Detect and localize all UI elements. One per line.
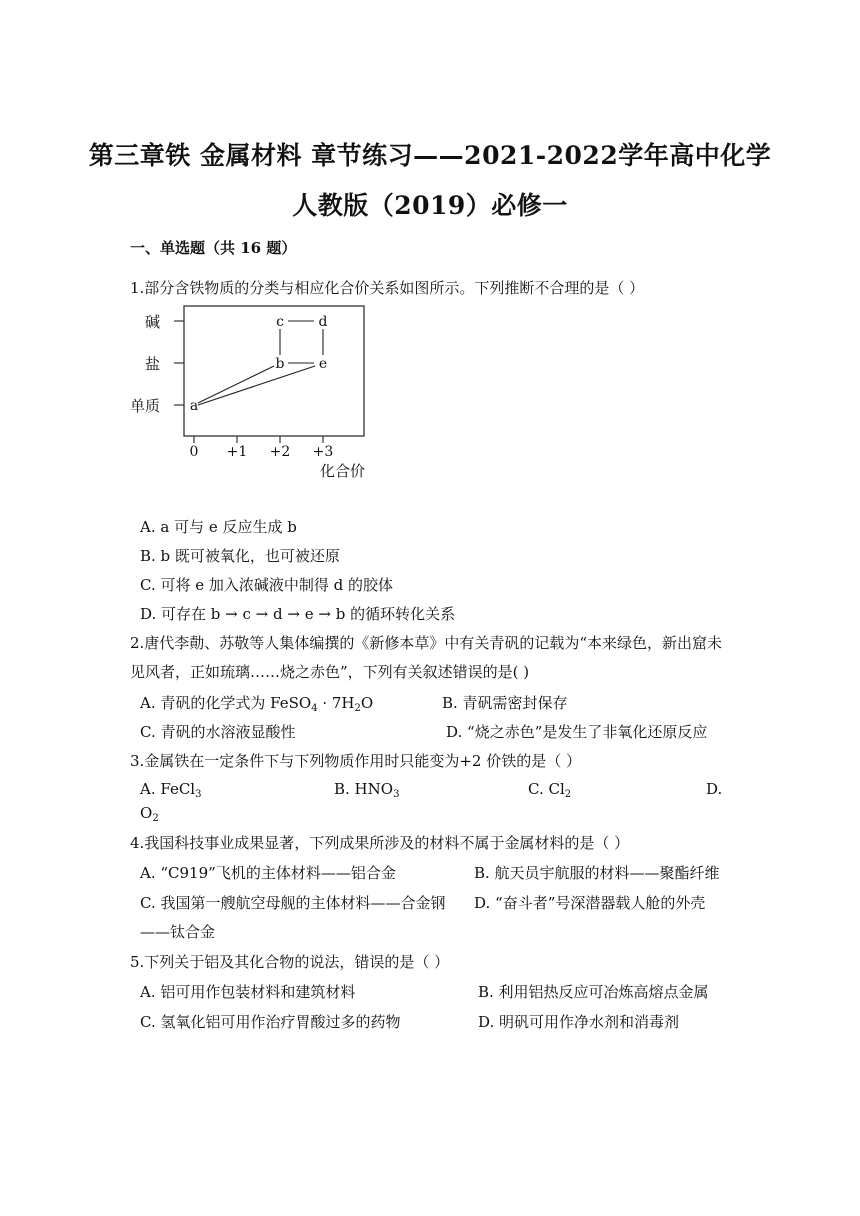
- q3-option-c-sub: 2: [564, 789, 572, 800]
- q2-option-a[interactable]: [140, 692, 373, 714]
- chart-frame: [184, 306, 364, 436]
- q3-option-a-text: A. FeCl: [140, 780, 196, 798]
- q3-option-d-label[interactable]: D.: [706, 780, 723, 798]
- q2-option-a-post: O: [360, 694, 374, 712]
- q3-option-b[interactable]: [334, 780, 399, 800]
- point-b: b: [275, 356, 285, 372]
- q2-option-a-mid: · 7H: [317, 694, 355, 712]
- q3-option-a[interactable]: [140, 780, 201, 800]
- y-axis-ticks: [174, 321, 184, 405]
- q1-option-c[interactable]: C. 可将 e 加入浓碱液中制得 d 的胶体: [140, 576, 394, 594]
- q5-option-a[interactable]: A. 铝可用作包装材料和建筑材料: [140, 983, 356, 1001]
- line-a-e: [198, 366, 315, 405]
- q4-option-c[interactable]: C. 我国第一艘航空母舰的主体材料——合金钢: [140, 894, 446, 912]
- point-c: c: [276, 314, 284, 330]
- q1-option-a[interactable]: A. a 可与 e 反应生成 b: [140, 518, 297, 536]
- point-e: e: [318, 356, 328, 372]
- q5-stem: 5.下列关于铝及其化合物的说法，错误的是（ ）: [130, 953, 450, 971]
- x-tick-label-1: +1: [226, 444, 248, 460]
- x-tick-label-0: 0: [189, 444, 199, 460]
- connection-lines: [198, 321, 323, 405]
- q4-option-b[interactable]: B. 航天员宇航服的材料——聚酯纤维: [474, 864, 720, 882]
- point-a: a: [189, 398, 199, 414]
- document-title-line-1: 第三章铁 金属材料 章节练习——2021-2022学年高中化学: [88, 141, 772, 170]
- section-heading: 一、单选题（共 16 题）: [130, 239, 297, 257]
- q1-option-d[interactable]: D. 可存在 b → c → d → e → b 的循环转化关系: [140, 605, 456, 623]
- q3-option-c[interactable]: [528, 780, 571, 800]
- q5-option-b[interactable]: B. 利用铝热反应可冶炼高熔点金属: [478, 983, 709, 1001]
- y-tick-label-jian: 碱: [145, 313, 161, 331]
- q3-option-b-text: B. HNO: [334, 780, 394, 798]
- point-d: d: [318, 314, 328, 330]
- q2-option-a-text: A. 青矾的化学式为 FeSO: [140, 694, 312, 712]
- q4-option-d-continued: ——钛合金: [140, 923, 216, 941]
- q4-stem: 4.我国科技事业成果显著，下列成果所涉及的材料不属于金属材料的是（ ）: [130, 834, 630, 852]
- y-tick-label-yan: 盐: [145, 355, 161, 373]
- x-tick-label-3: +3: [312, 444, 334, 460]
- q3-option-c-text: C. Cl: [528, 780, 565, 798]
- y-tick-label-danzhi: 单质: [130, 397, 161, 415]
- q3-stem: 3.金属铁在一定条件下与下列物质作用时只能变为+2 价铁的是（ ）: [130, 752, 581, 770]
- q3-option-d[interactable]: [140, 804, 159, 824]
- q2-option-c[interactable]: C. 青矾的水溶液显酸性: [140, 723, 296, 741]
- q3-option-d-text: O: [140, 804, 153, 822]
- q2-option-d[interactable]: D. “烧之赤色”是发生了非氧化还原反应: [446, 723, 708, 741]
- q4-option-d[interactable]: D. “奋斗者”号深潜器载人舱的外壳: [474, 894, 706, 912]
- q3-option-d-sub: 2: [152, 813, 159, 824]
- q3-option-a-sub: 3: [195, 789, 202, 800]
- q2-option-a-sub-2: 2: [354, 703, 361, 714]
- q4-option-a[interactable]: A. “C919”飞机的主体材料——铝合金: [140, 864, 396, 882]
- iron-valence-chart: [128, 300, 388, 490]
- q1-stem: 1.部分含铁物质的分类与相应化合价关系如图所示。下列推断不合理的是（ ）: [130, 279, 645, 297]
- document-title-line-2: 人教版（2019）必修一: [292, 191, 568, 220]
- q5-option-c[interactable]: C. 氢氧化铝可用作治疗胃酸过多的药物: [140, 1013, 401, 1031]
- x-axis-label: 化合价: [320, 462, 366, 480]
- q2-option-b[interactable]: B. 青矾需密封保存: [442, 694, 568, 712]
- q3-option-b-sub: 3: [393, 789, 400, 800]
- x-axis-ticks: [194, 436, 323, 443]
- q5-option-d[interactable]: D. 明矾可用作净水剂和消毒剂: [478, 1013, 680, 1031]
- q2-stem-line-1: 2.唐代李勣、苏敬等人集体编撰的《新修本草》中有关青矾的记载为“本来绿色，新出窟未: [130, 634, 722, 652]
- q2-option-a-sub-4: 4: [311, 703, 318, 714]
- q1-option-b[interactable]: B. b 既可被氧化，也可被还原: [140, 547, 340, 565]
- q2-stem-line-2: 见风者，正如琉璃……烧之赤色”，下列有关叙述错误的是( ): [130, 663, 530, 681]
- line-a-b: [198, 366, 274, 403]
- x-tick-label-2: +2: [269, 444, 291, 460]
